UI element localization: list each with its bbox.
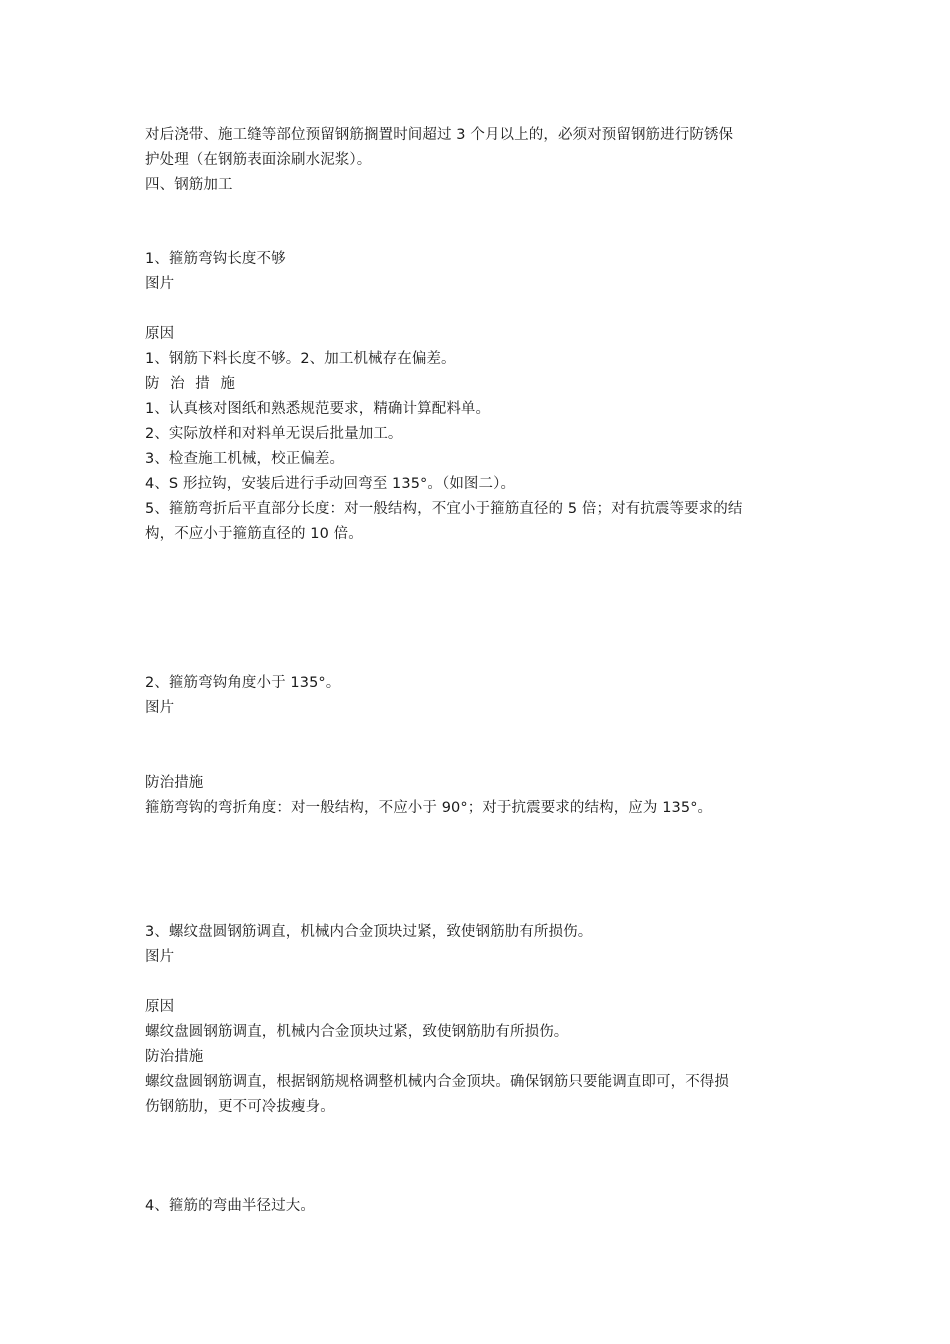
item1-measure-5: 5、箍筋弯折后平直部分长度：对一般结构，不宜小于箍筋直径的 5 倍；对有抗震等要求的结 bbox=[145, 501, 743, 517]
item1-measure-5-cont: 构，不应小于箍筋直径的 10 倍。 bbox=[145, 526, 363, 542]
item1-measure-4: 4、S 形拉钩，安装后进行手动回弯至 135°。（如图二）。 bbox=[145, 476, 516, 492]
item2-title: 2、箍筋弯钩角度小于 135°。 bbox=[145, 675, 341, 691]
item1-measure-2: 2、实际放样和对料单无误后批量加工。 bbox=[145, 426, 403, 442]
item1-picture-label: 图片 bbox=[145, 276, 175, 292]
item3-cause-text: 螺纹盘圆钢筋调直，机械内合金顶块过紧，致使钢筋肋有所损伤。 bbox=[145, 1024, 569, 1040]
item3-picture-label: 图片 bbox=[145, 949, 175, 965]
intro-line-1: 对后浇带、施工缝等部位预留钢筋搁置时间超过 3 个月以上的，必须对预留钢筋进行防锈保 bbox=[145, 127, 734, 143]
section-title: 四、钢筋加工 bbox=[145, 177, 233, 193]
item4-title: 4、箍筋的弯曲半径过大。 bbox=[145, 1198, 315, 1214]
intro-line-2: 护处理（在钢筋表面涂刷水泥浆）。 bbox=[145, 152, 372, 168]
item1-title: 1、箍筋弯钩长度不够 bbox=[145, 251, 286, 267]
item2-picture-label: 图片 bbox=[145, 700, 175, 716]
item2-measures-text: 箍筋弯钩的弯折角度：对一般结构，不应小于 90°；对于抗震要求的结构，应为 135°。 bbox=[145, 800, 713, 816]
item3-title: 3、螺纹盘圆钢筋调直，机械内合金顶块过紧，致使钢筋肋有所损伤。 bbox=[145, 924, 593, 940]
item3-measures-line-1: 螺纹盘圆钢筋调直，根据钢筋规格调整机械内合金顶块。确保钢筋只要能调直即可，不得损 bbox=[145, 1074, 729, 1090]
item1-cause-text: 1、钢筋下料长度不够。2、加工机械存在偏差。 bbox=[145, 351, 456, 367]
item3-measures-heading: 防治措施 bbox=[145, 1049, 204, 1065]
item2-measures-heading: 防治措施 bbox=[145, 775, 204, 791]
item1-cause-heading: 原因 bbox=[145, 326, 175, 342]
item3-cause-heading: 原因 bbox=[145, 999, 175, 1015]
item1-measures-heading: 防 治 措 施 bbox=[145, 376, 238, 392]
item1-measure-1: 1、认真核对图纸和熟悉规范要求，精确计算配料单。 bbox=[145, 401, 491, 417]
item3-measures-line-2: 伤钢筋肋，更不可冷拔瘦身。 bbox=[145, 1099, 335, 1115]
item1-measure-3: 3、检查施工机械，校正偏差。 bbox=[145, 451, 345, 467]
